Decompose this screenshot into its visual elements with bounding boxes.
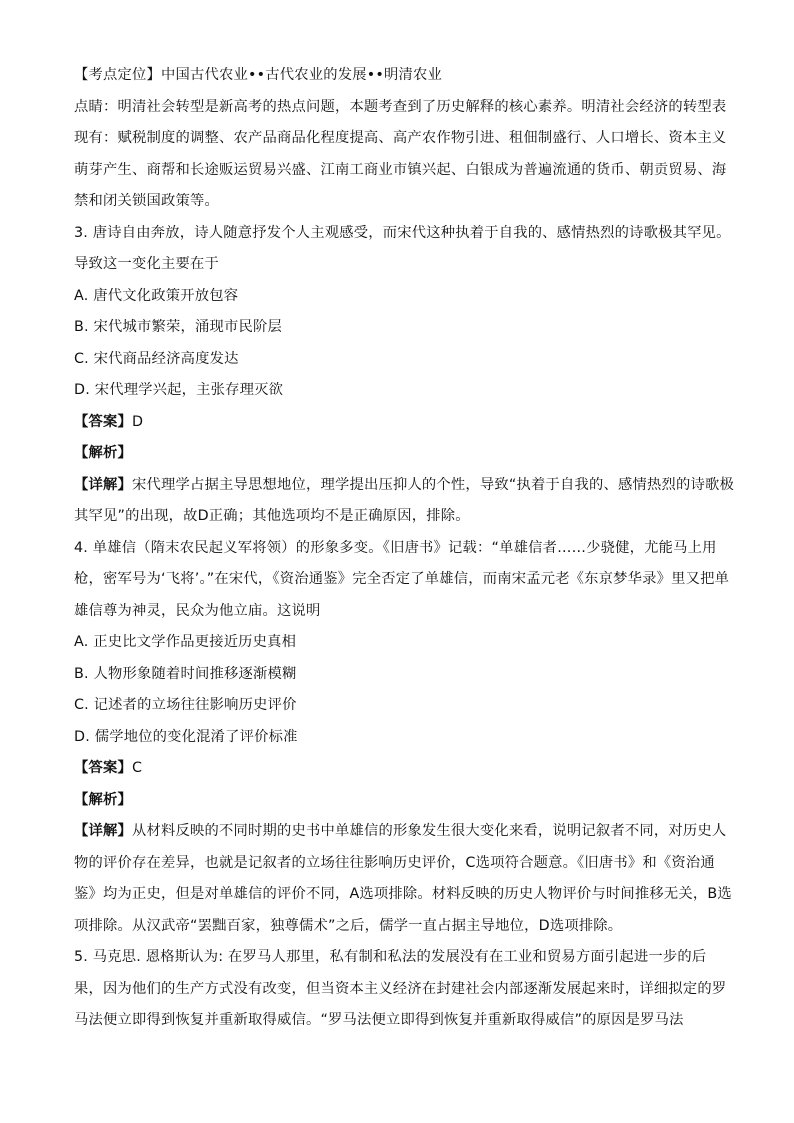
question-4-answer: [74, 753, 734, 785]
question-3-analysis-heading: 【解析】: [74, 445, 132, 461]
question-3-option-d: D. 宋代理学兴起，主张存理灭欲: [74, 382, 284, 398]
detail-text: 宋代理学占据主导思想地位，理学提出压抑人的个性，导致“执着于自我的、感情热烈的诗歌极其罕见”的出现，故D正确；其他选项均不是正确原因，排除。: [74, 476, 734, 524]
question-4-option-c: C. 记述者的立场往往影响历史评价: [74, 697, 297, 713]
question-3-option-a: A. 唐代文化政策开放包容: [74, 287, 239, 304]
question-4-analysis-heading: 【解析】: [74, 791, 132, 808]
kaodian-line: 【考点定位】中国古代农业••古代农业的发展••明清农业: [74, 67, 442, 83]
question-5-stem: 5. 马克思. 恩格斯认为: 在罗马人那里，私有制和私法的发展没有在工业和贸易方面引起进一步的后果，因为他们的生产方式没有改变，但当资本主义经济在封建社会内部逐渐发展起来时，详细拟定的罗马法便立即得到恢复并重新取得威信。“罗马法便立即得到恢复并重新取得威信”的原因是罗马法: [74, 949, 727, 1028]
document-page: [74, 60, 734, 1037]
detail-text: 从材料反映的不同时期的史书中单雄信的形象发生很大变化来看，说明记叙者不同，对历史人物的评价存在差异，也就是记叙者的立场往往影响历史评价，C选项符合题意。《旧唐书》和《资治通鉴》均为正史，但是对单雄信的评价不同，A选项排除。材料反映的历史人物评价与时间推移无关，B选项排除。从汉武帝“罢黜百家，独尊儒术”之后，儒学一直占据主导地位，D选项排除。: [74, 823, 732, 934]
answer-tag: 【答案】: [74, 413, 132, 430]
question-4-stem: 4. 单雄信（隋末农民起义军将领）的形象多变。《旧唐书》记载：“单雄信者……少骁健，尤能马上用枪，密军号为‘飞将’。”在宋代，《资治通鉴》完全否定了单雄信，而南宋孟元老《东京梦华录》里又把单雄信尊为神灵，民众为他立庙。这说明: [74, 539, 730, 619]
question-3-option-b: B. 宋代城市繁荣，涌现市民阶层: [74, 319, 282, 335]
question-3-stem: 3. 唐诗自由奔放，诗人随意抒发个人主观感受，而宋代这种执着于自我的、感情热烈的诗歌极其罕见。导致这一变化主要在于: [74, 224, 731, 272]
question-4-option-a: A. 正史比文学作品更接近历史真相: [74, 634, 297, 650]
question-4-option-d: D. 儒学地位的变化混淆了评价标准: [74, 728, 298, 745]
detail-tag: 【详解】: [74, 476, 132, 493]
question-3-option-c: C. 宋代商品经济高度发达: [74, 350, 239, 367]
dianjing-paragraph: 点睛：明清社会转型是新高考的热点问题，本题考查到了历史解释的核心素养。明清社会经济的转型表现有：赋税制度的调整、农产品商品化程度提高、高产农作物引进、租佃制盛行、人口增长、资本主义萌芽产生、商帮和长途贩运贸易兴盛、江南工商业市镇兴起、白银成为普遍流通的货币、朝贡贸易、海禁和闭关锁国政策等。: [74, 98, 727, 209]
question-4-detail: [74, 816, 734, 942]
question-4-option-b: B. 人物形象随着时间推移逐渐模糊: [74, 665, 297, 682]
question-3-detail: [74, 470, 734, 533]
question-3-answer: [74, 407, 734, 439]
answer-value: C: [132, 760, 143, 776]
detail-tag: 【详解】: [74, 823, 132, 839]
answer-tag: 【答案】: [74, 760, 132, 776]
answer-value: D: [132, 413, 144, 430]
